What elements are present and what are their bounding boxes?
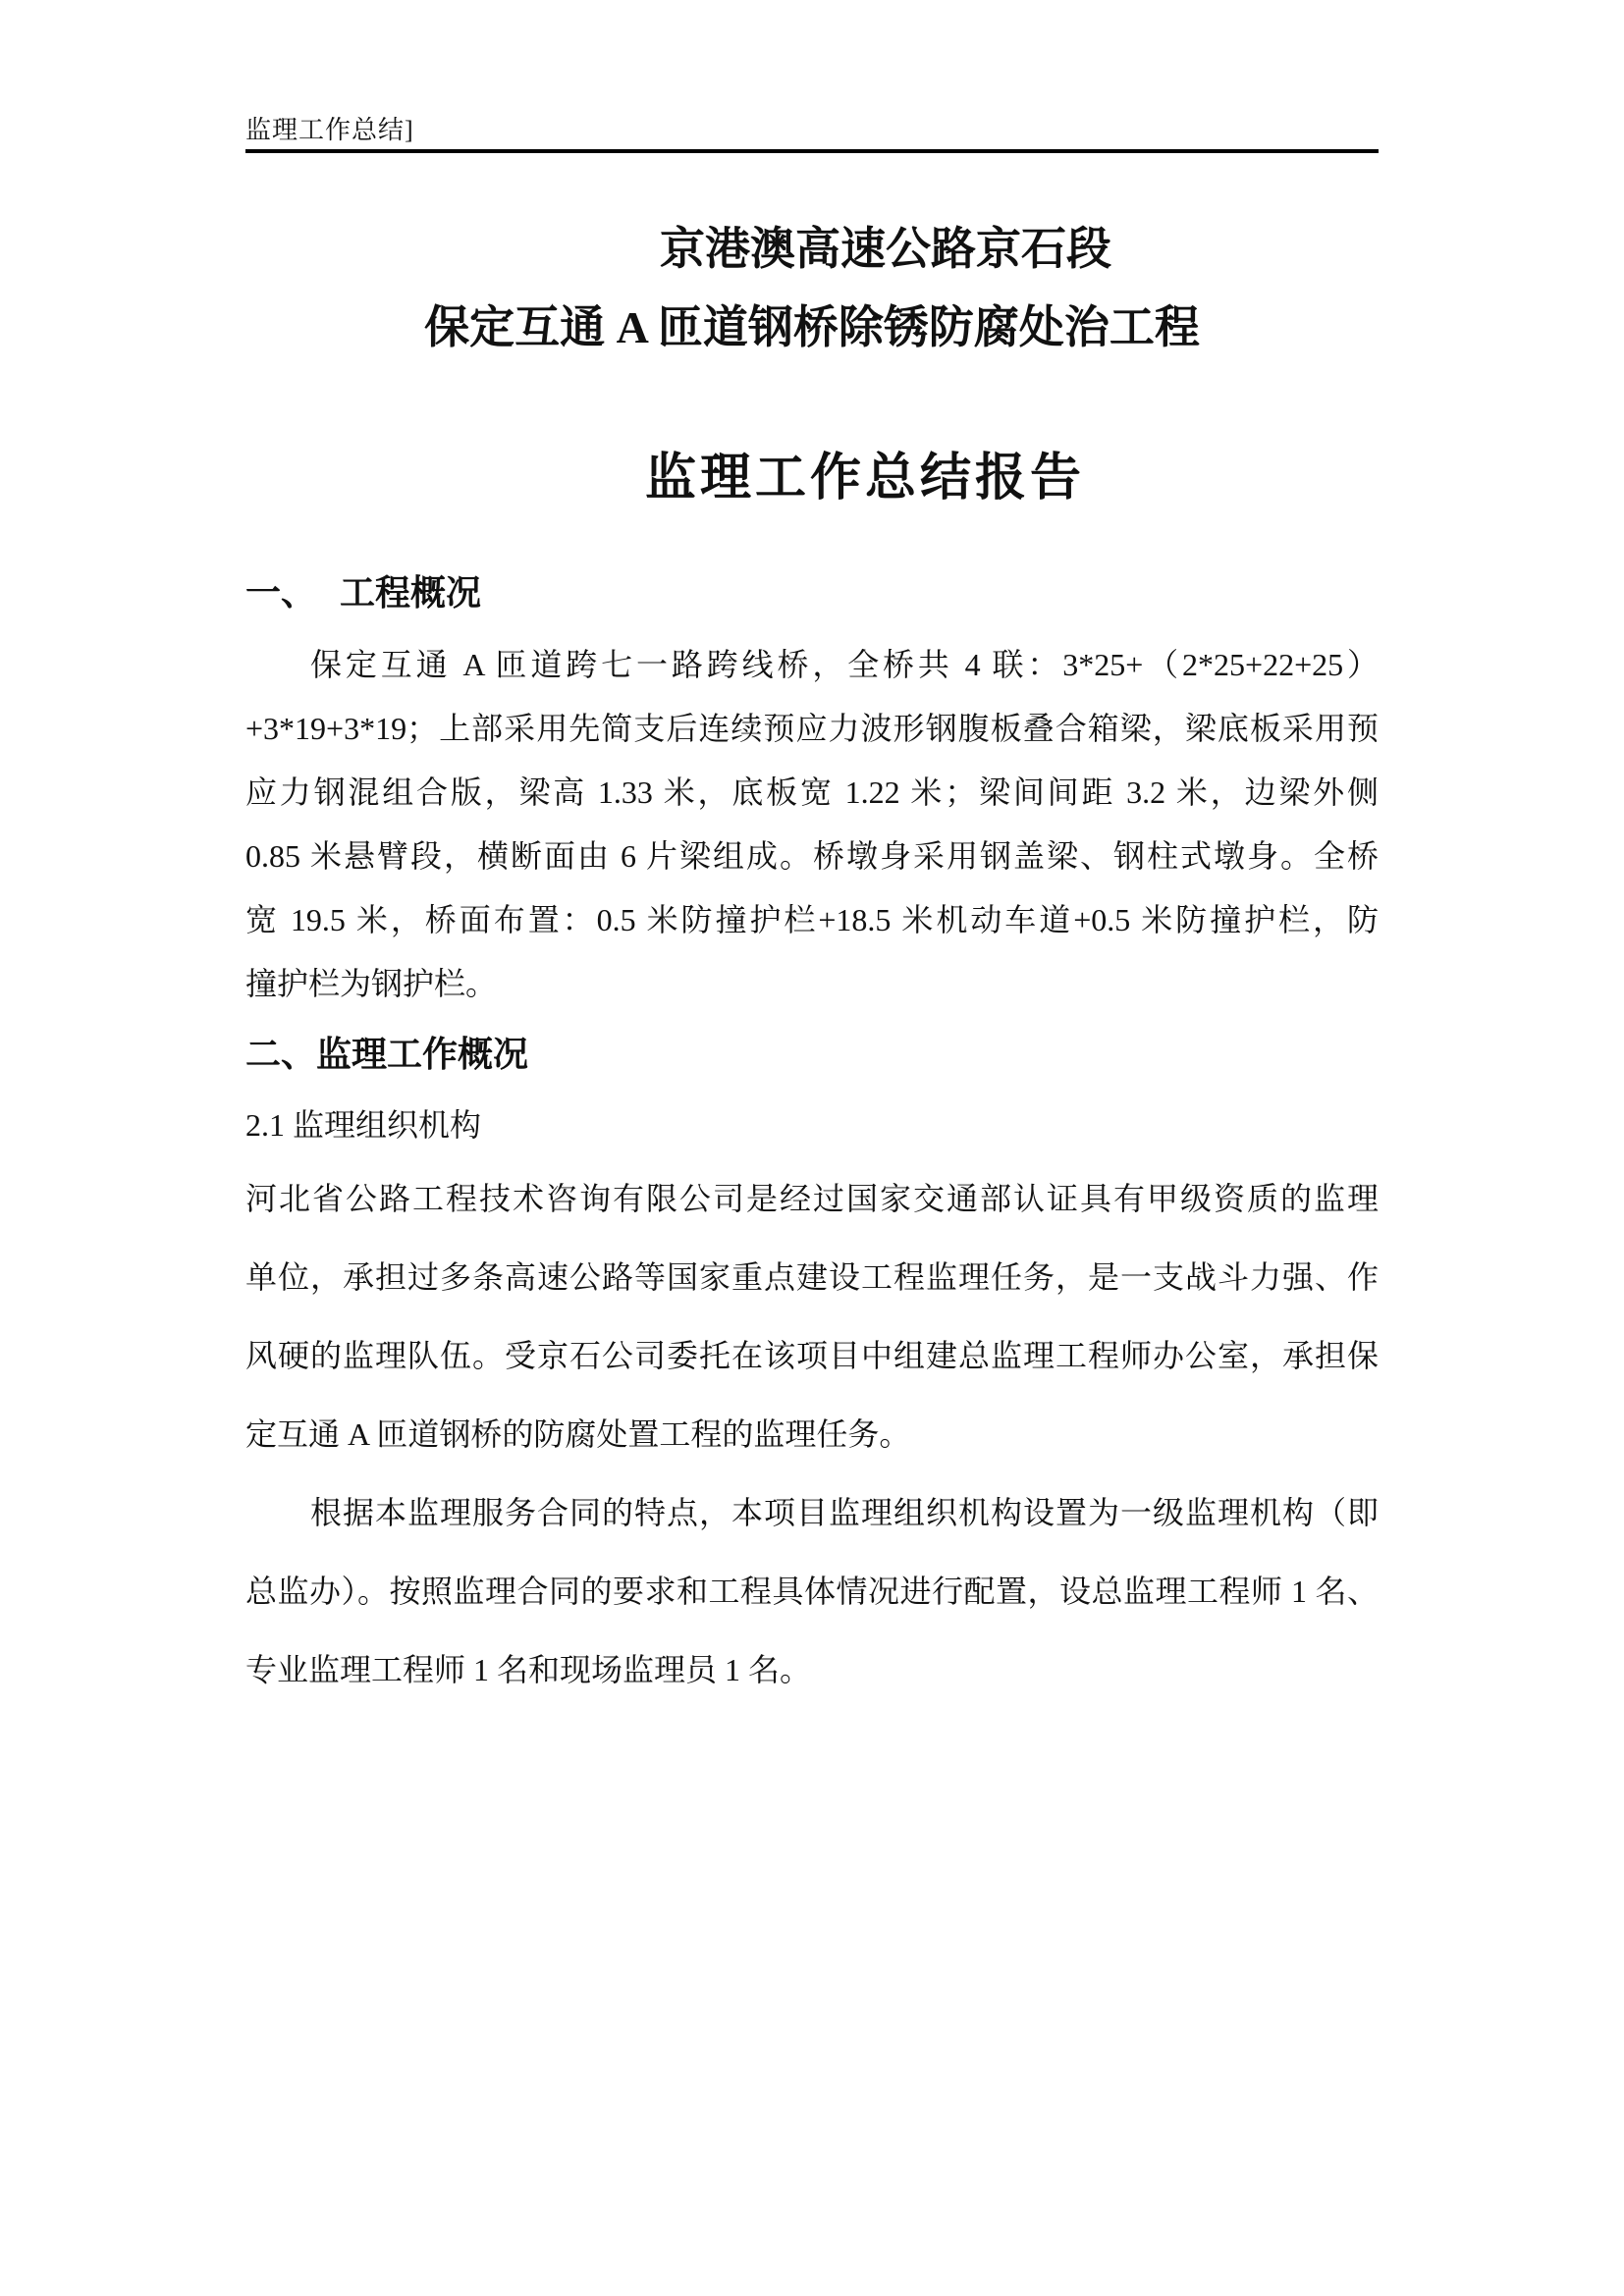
paragraph-line: 0.85 米悬臂段，横断面由 6 片梁组成。桥墩身采用钢盖梁、钢柱式墩身。全桥 [245,838,1379,874]
section-2-1-subheading: 2.1 监理组织机构 [245,1107,482,1143]
header-rule [245,149,1379,153]
paragraph-line: +3*19+3*19；上部采用先简支后连续预应力波形钢腹板叠合箱梁，梁底板采用预 [245,711,1379,746]
document-title-line-1: 京港澳高速公路京石段 [660,224,1111,274]
paragraph-line: 应力钢混组合版，梁高 1.33 米，底板宽 1.22 米；梁间间距 3.2 米，边梁外侧 [245,774,1379,810]
paragraph-line: 河北省公路工程技术咨询有限公司是经过国家交通部认证具有甲级资质的监理 [245,1181,1379,1216]
paragraph-line: 保定互通 A 匝道跨七一路跨线桥，全桥共 4 联：3*25+（2*25+22+25） [310,647,1379,682]
paragraph-line: 撞护栏为钢护栏。 [245,966,498,1001]
paragraph-line: 宽 19.5 米，桥面布置：0.5 米防撞护栏+18.5 米机动车道+0.5 米防撞护栏，防 [245,902,1379,937]
paragraph-line: 单位，承担过多条高速公路等国家重点建设工程监理任务，是一支战斗力强、作 [245,1259,1379,1295]
section-1-paragraph [245,633,1379,1016]
report-title: 监理工作总结报告 [644,451,1085,507]
section-1-heading [245,569,1379,616]
section-1-name: 工程概况 [340,573,482,613]
section-2-paragraph-1 [245,1159,1379,1473]
paragraph-line: 根据本监理服务合同的特点，本项目监理组织机构设置为一级监理机构（即 [310,1495,1379,1530]
section-2-heading: 二、监理工作概况 [245,1035,529,1074]
paragraph-line: 风硬的监理队伍。受京石公司委托在该项目中组建总监理工程师办公室，承担保 [245,1338,1379,1373]
paragraph-line: 定互通 A 匝道钢桥的防腐处置工程的监理任务。 [245,1416,911,1452]
paragraph-line: 总监办）。按照监理合同的要求和工程具体情况进行配置，设总监理工程师 1 名、 [245,1574,1379,1609]
section-2-paragraph-2 [245,1473,1379,1709]
section-1-number: 一、 [245,573,317,613]
page-header-text: 监理工作总结] [245,116,414,144]
document-title-line-2: 保定互通 A 匝道钢桥除锈防腐处治工程 [424,302,1200,352]
paragraph-line: 专业监理工程师 1 名和现场监理员 1 名。 [245,1652,812,1687]
